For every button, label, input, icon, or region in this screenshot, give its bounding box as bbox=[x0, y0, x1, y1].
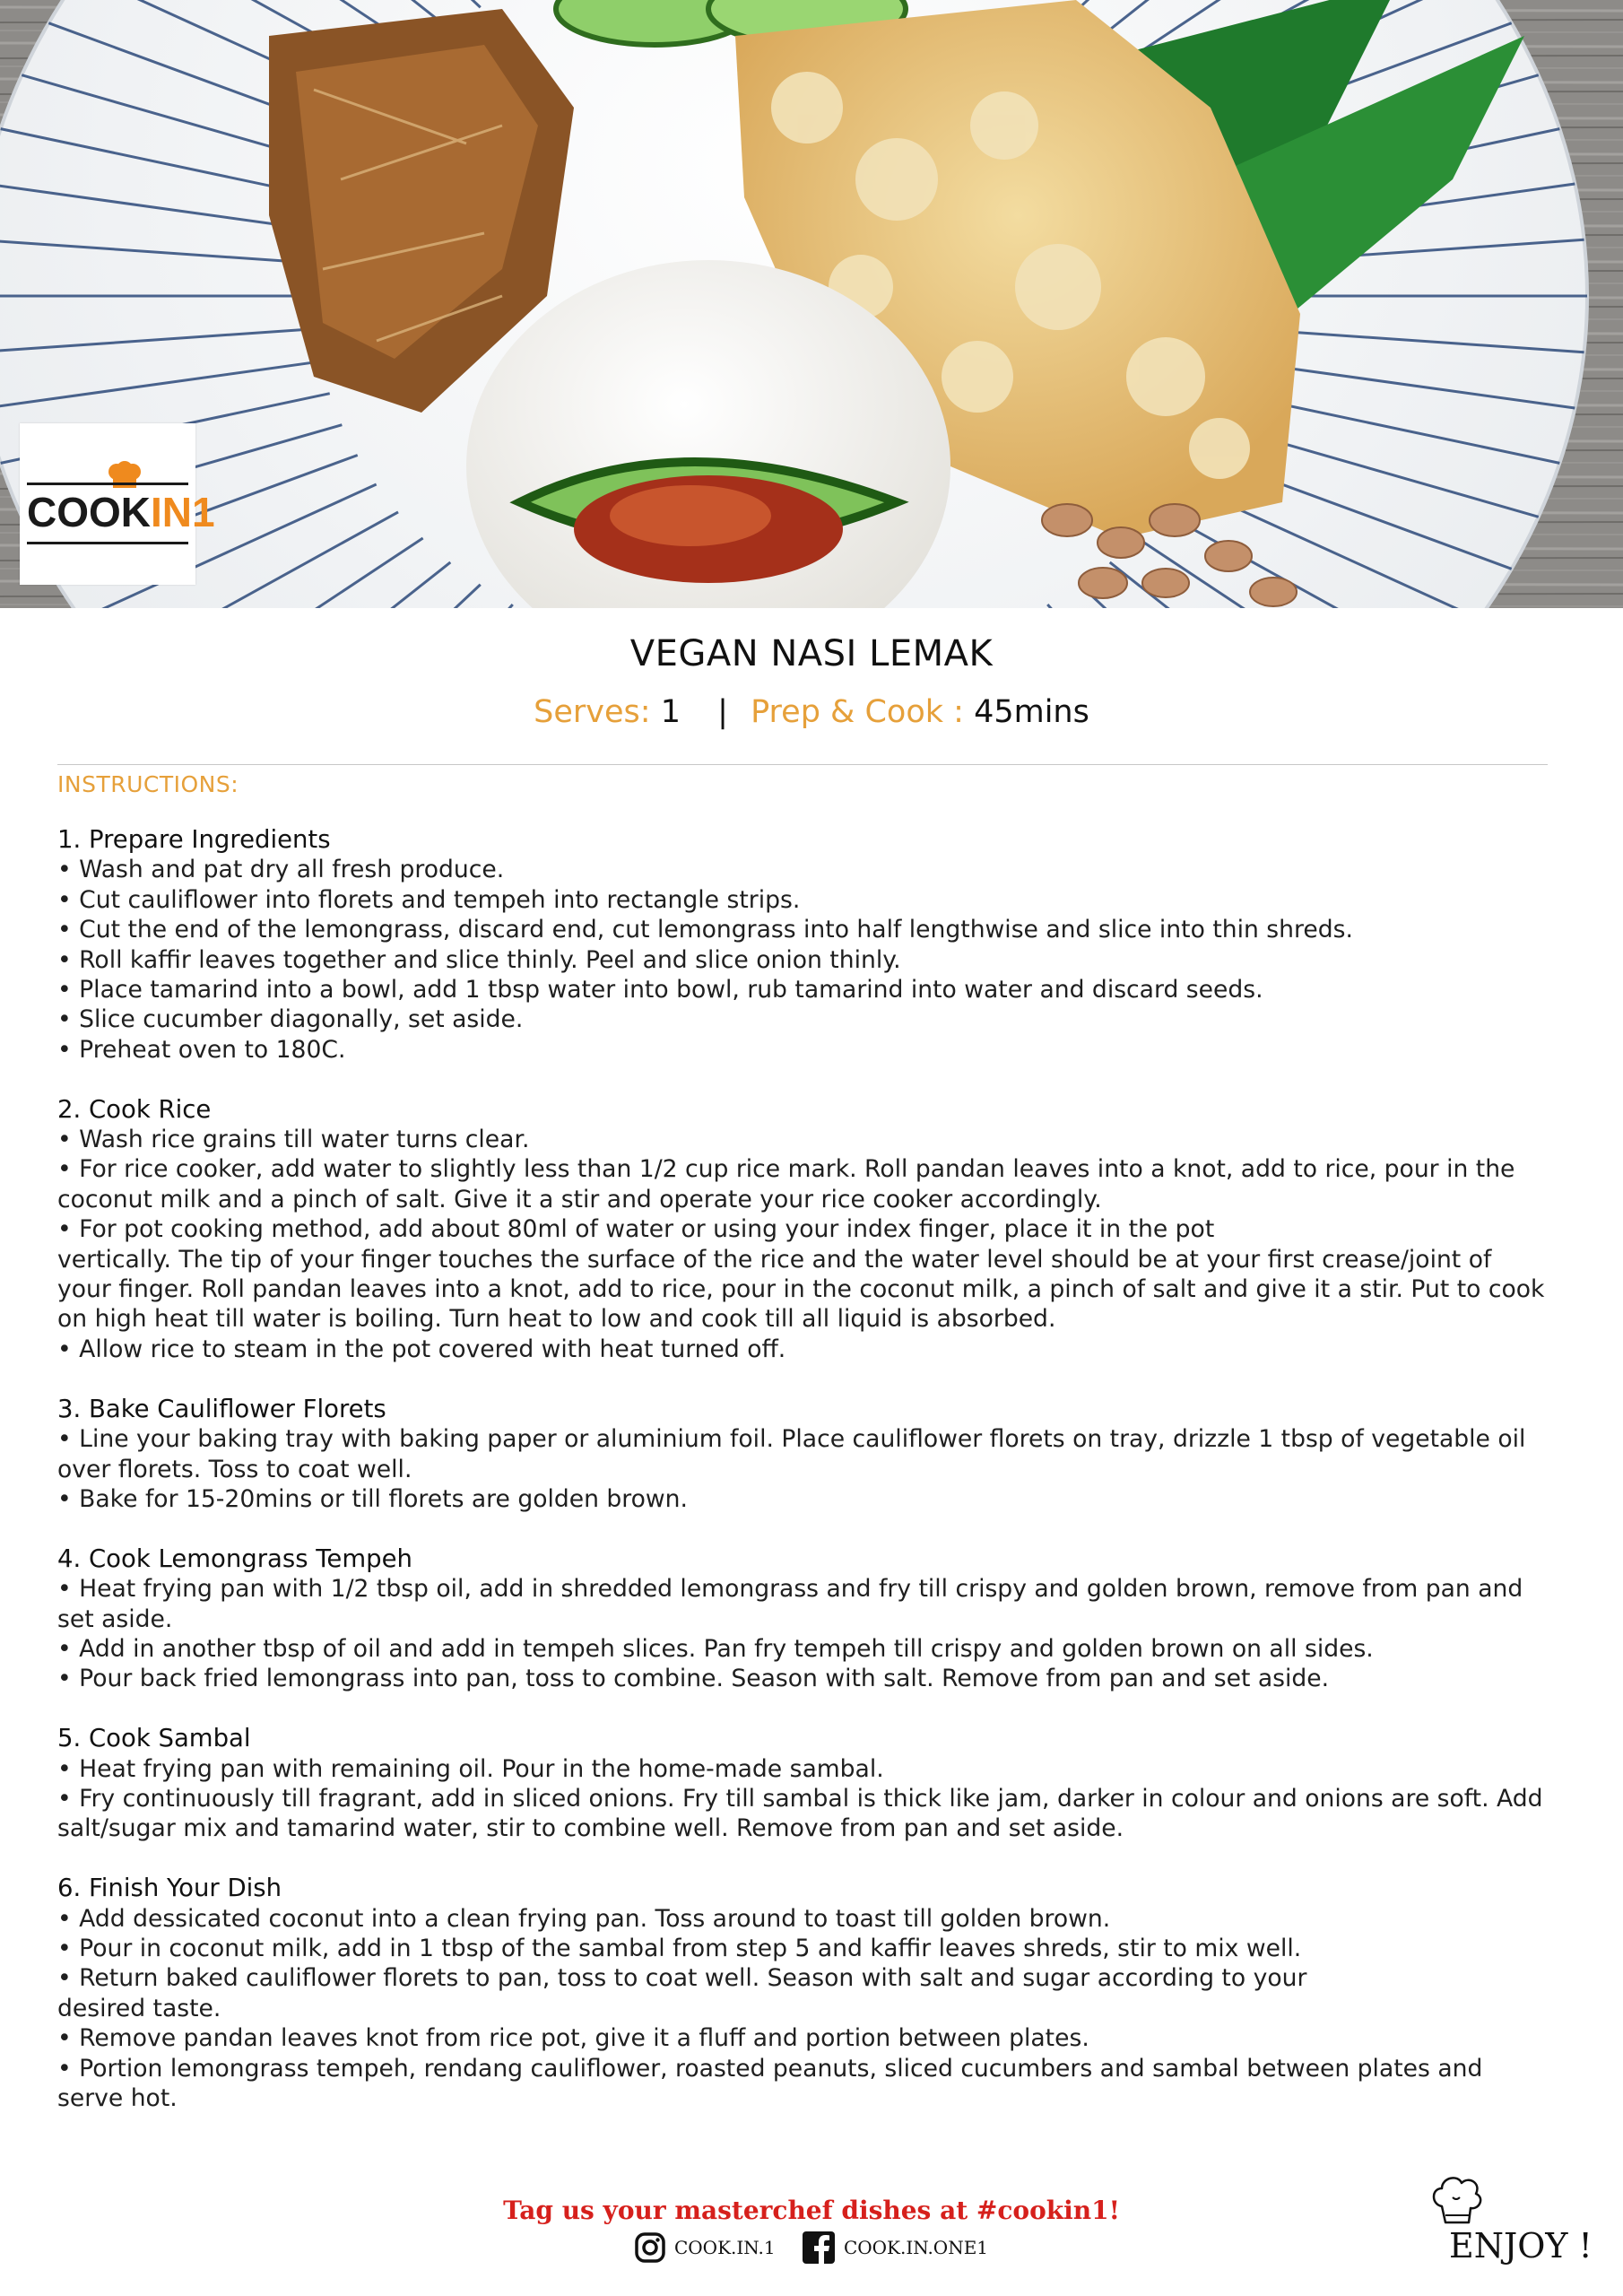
step-line: • Portion lemongrass tempeh, rendang cauliflower, roasted peanuts, sliced cucumbers and sambal between plates and serve hot. bbox=[57, 2054, 1483, 2112]
instructions-heading: INSTRUCTIONS: bbox=[57, 771, 239, 797]
prep-cook-label: Prep & Cook : bbox=[751, 694, 964, 730]
step-line: • Slice cucumber diagonally, set aside. bbox=[57, 1005, 524, 1034]
hero-photo bbox=[0, 0, 1623, 608]
title-divider bbox=[57, 764, 1548, 765]
step-line: • Place tamarind into a bowl, add 1 tbsp water into bowl, rub tamarind into water and discard seeds. bbox=[57, 976, 1263, 1004]
step-title: 5. Cook Sambal bbox=[57, 1724, 251, 1753]
recipe-title: VEGAN NASI LEMAK bbox=[629, 633, 994, 674]
step-line: • Wash rice grains till water turns clear. bbox=[57, 1126, 530, 1154]
enjoy-badge bbox=[1426, 2170, 1596, 2269]
step-line: • For pot cooking method, add about 80ml of water or using your index finger, place it in the pot bbox=[57, 1215, 1215, 1244]
step-line: • Cut the end of the lemongrass, discard end, cut lemongrass into half lengthwise and slice into thin shreds. bbox=[57, 916, 1353, 944]
meta-separator: | bbox=[717, 694, 728, 730]
footer-tagline: Tag us your masterchef dishes at #cookin1! bbox=[503, 2196, 1120, 2225]
instruction-step bbox=[57, 1544, 1548, 1694]
instruction-steps bbox=[57, 825, 1548, 2144]
instagram-icon bbox=[635, 2232, 665, 2263]
step-line: • Fry continuously till fragrant, add in sliced onions. Fry till sambal is thick like jam, darker in colour and onions are soft. Add salt/sugar mix and tamarind water, stir to combine well. Remove from pan and set aside. bbox=[57, 1784, 1543, 1843]
instruction-step bbox=[57, 1095, 1548, 1365]
step-line: • Cut cauliflower into florets and tempeh into rectangle strips. bbox=[57, 885, 801, 914]
social-links bbox=[0, 2231, 1623, 2264]
instruction-step bbox=[57, 1395, 1548, 1515]
recipe-meta bbox=[0, 694, 1623, 730]
step-line: vertically. The tip of your finger touches the surface of the rice and the water level should be at your first crease/joint of your finger. Roll pandan leaves into a knot, add to rice, pour in the coconut milk, a pinch of salt and give it a stir. Put to cook on high heat till water is boiling. Turn heat to low and cook till all liquid is absorbed. bbox=[57, 1245, 1545, 1334]
instruction-step bbox=[57, 1724, 1548, 1844]
step-line: • Add in another tbsp of oil and add in tempeh slices. Pan fry tempeh till crispy and golden brown on all sides. bbox=[57, 1634, 1374, 1663]
step-line: • Bake for 15-20mins or till florets are golden brown. bbox=[57, 1484, 688, 1513]
nasi-lemak-plate-illustration bbox=[0, 0, 1623, 608]
step-title: 6. Finish Your Dish bbox=[57, 1874, 282, 1903]
step-line: • Allow rice to steam in the pot covered with heat turned off. bbox=[57, 1335, 786, 1363]
step-line: desired taste. bbox=[57, 1994, 221, 2022]
chef-hat-icon bbox=[1426, 2170, 1488, 2233]
step-line: • Heat frying pan with remaining oil. Pour in the home-made sambal. bbox=[57, 1754, 884, 1783]
step-line: • Pour in coconut milk, add in 1 tbsp of the sambal from step 5 and kaffir leaves shreds, stir to mix well. bbox=[57, 1934, 1302, 1962]
step-line: • For rice cooker, add water to slightly less than 1/2 cup rice mark. Roll pandan leaves into a knot, add to rice, pour in the coconut milk and a pinch of salt. Give it a stir and operate your rice cooker accordingly. bbox=[57, 1155, 1515, 1213]
step-line: • Roll kaffir leaves together and slice thinly. Peel and slice onion thinly. bbox=[57, 945, 901, 974]
step-line: • Remove pandan leaves knot from rice pot, give it a fluff and portion between plates. bbox=[57, 2024, 1089, 2053]
instagram-handle: COOK.IN.1 bbox=[673, 2237, 776, 2258]
facebook-link[interactable] bbox=[803, 2231, 988, 2264]
logo-wordmark: COOKIN1 bbox=[27, 489, 215, 535]
serves-label: Serves: bbox=[534, 694, 651, 730]
facebook-icon bbox=[803, 2231, 835, 2264]
instruction-step bbox=[57, 825, 1548, 1065]
step-line: • Add dessicated coconut into a clean frying pan. Toss around to toast till golden brown. bbox=[57, 1904, 1111, 1933]
step-title: 4. Cook Lemongrass Tempeh bbox=[57, 1544, 412, 1573]
serves-value: 1 bbox=[660, 694, 681, 730]
logo-top-rule bbox=[27, 483, 188, 485]
step-line: • Heat frying pan with 1/2 tbsp oil, add in shredded lemongrass and fry till crispy and golden brown, remove from pan and set aside. bbox=[57, 1575, 1523, 1633]
instruction-step bbox=[57, 1874, 1548, 2113]
enjoy-text: ENJOY ! bbox=[1449, 2226, 1593, 2266]
facebook-handle: COOK.IN.ONE1 bbox=[843, 2237, 989, 2258]
step-line: • Return baked cauliflower florets to pan, toss to coat well. Season with salt and sugar according to your bbox=[57, 1964, 1307, 1993]
step-title: 3. Bake Cauliflower Florets bbox=[57, 1394, 386, 1423]
cookin1-logo bbox=[20, 423, 215, 585]
instagram-link[interactable] bbox=[635, 2232, 776, 2263]
prep-cook-value: 45mins bbox=[974, 694, 1089, 730]
step-line: • Pour back fried lemongrass into pan, toss to combine. Season with salt. Remove from pan and set aside. bbox=[57, 1665, 1330, 1693]
logo-bottom-rule bbox=[27, 542, 188, 544]
step-line: • Wash and pat dry all fresh produce. bbox=[57, 856, 505, 884]
chef-hat-icon bbox=[108, 461, 142, 490]
step-line: • Line your baking tray with baking paper or aluminium foil. Place cauliflower florets on tray, drizzle 1 tbsp of vegetable oil over florets. Toss to coat well. bbox=[57, 1425, 1526, 1483]
step-line: • Preheat oven to 180C. bbox=[57, 1035, 346, 1064]
step-title: 2. Cook Rice bbox=[57, 1094, 212, 1124]
step-title: 1. Prepare Ingredients bbox=[57, 825, 331, 854]
